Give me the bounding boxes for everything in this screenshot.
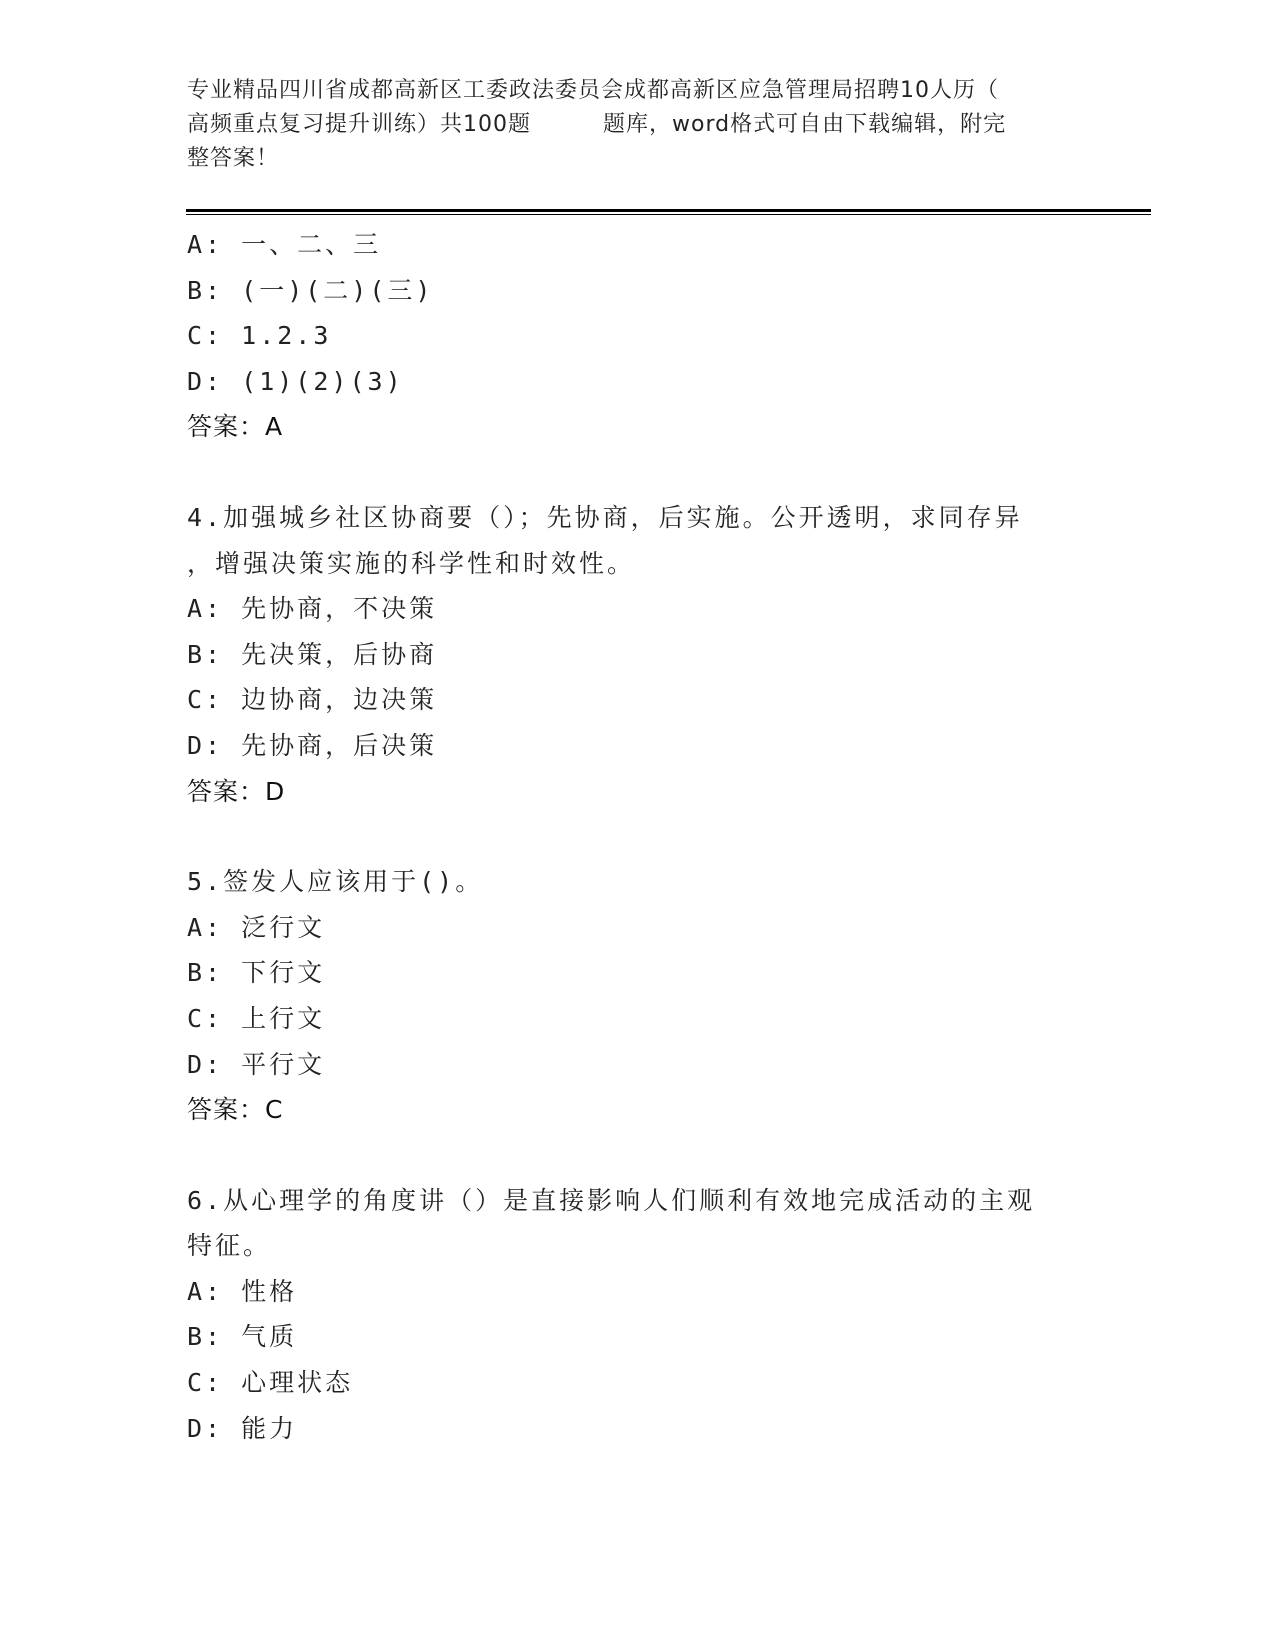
question-5 xyxy=(187,859,1087,1133)
option-b: B: (一)(二)(三) xyxy=(187,275,434,305)
header-divider-thick xyxy=(186,209,1151,212)
header-line-1: 专业精品四川省成都高新区工委政法委员会成都高新区应急管理局招聘10人历（ xyxy=(187,78,999,103)
header-divider-thin xyxy=(186,214,1151,215)
question-stem-line-2: 特征。 xyxy=(187,1231,272,1261)
option-d: D: 平行文 xyxy=(187,1049,326,1079)
option-d: D: 能力 xyxy=(187,1413,298,1443)
question-4 xyxy=(187,495,1087,814)
answer-text: 答案：A xyxy=(187,412,284,442)
question-stem-line-1: 5.签发人应该用于()。 xyxy=(187,867,484,897)
answer-text: 答案：C xyxy=(187,1095,284,1125)
option-a: A: 一、二、三 xyxy=(187,230,382,259)
option-c: C: 边协商，边决策 xyxy=(187,685,438,715)
option-c: C: 1.2.3 xyxy=(187,321,332,351)
header-line-2b: 题库，word格式可自由下载编辑，附完 xyxy=(603,112,1007,137)
question-list xyxy=(187,222,1087,1451)
header-line-2a: 高频重点复习提升训练）共100题 xyxy=(187,112,531,137)
answer-text: 答案：D xyxy=(187,776,286,806)
question-stem-line-2: ，增强决策实施的科学性和时效性。 xyxy=(187,548,636,578)
option-c: C: 心理状态 xyxy=(187,1368,354,1398)
option-b: B: 先决策，后协商 xyxy=(187,639,438,669)
option-a: A: 性格 xyxy=(187,1276,298,1306)
question-stem-line-1: 4.加强城乡社区协商要（）；先协商，后实施。公开透明，求同存异 xyxy=(187,502,1023,532)
question-6 xyxy=(187,1178,1087,1452)
header-line-2 xyxy=(187,108,1067,142)
option-c: C: 上行文 xyxy=(187,1003,326,1033)
question-stem-line-1: 6.从心理学的角度讲（）是直接影响人们顺利有效地完成活动的主观 xyxy=(187,1185,1036,1215)
option-a: A: 泛行文 xyxy=(187,912,326,942)
header-line-3: 整答案！ xyxy=(187,146,280,171)
option-b: B: 气质 xyxy=(187,1322,298,1352)
option-b: B: 下行文 xyxy=(187,958,326,988)
option-d: D: (1)(2)(3) xyxy=(187,366,404,396)
option-d: D: 先协商，后决策 xyxy=(187,730,438,760)
document-header xyxy=(187,74,1067,176)
question-3-continued xyxy=(187,222,1087,450)
option-a: A: 先协商，不决策 xyxy=(187,594,438,624)
